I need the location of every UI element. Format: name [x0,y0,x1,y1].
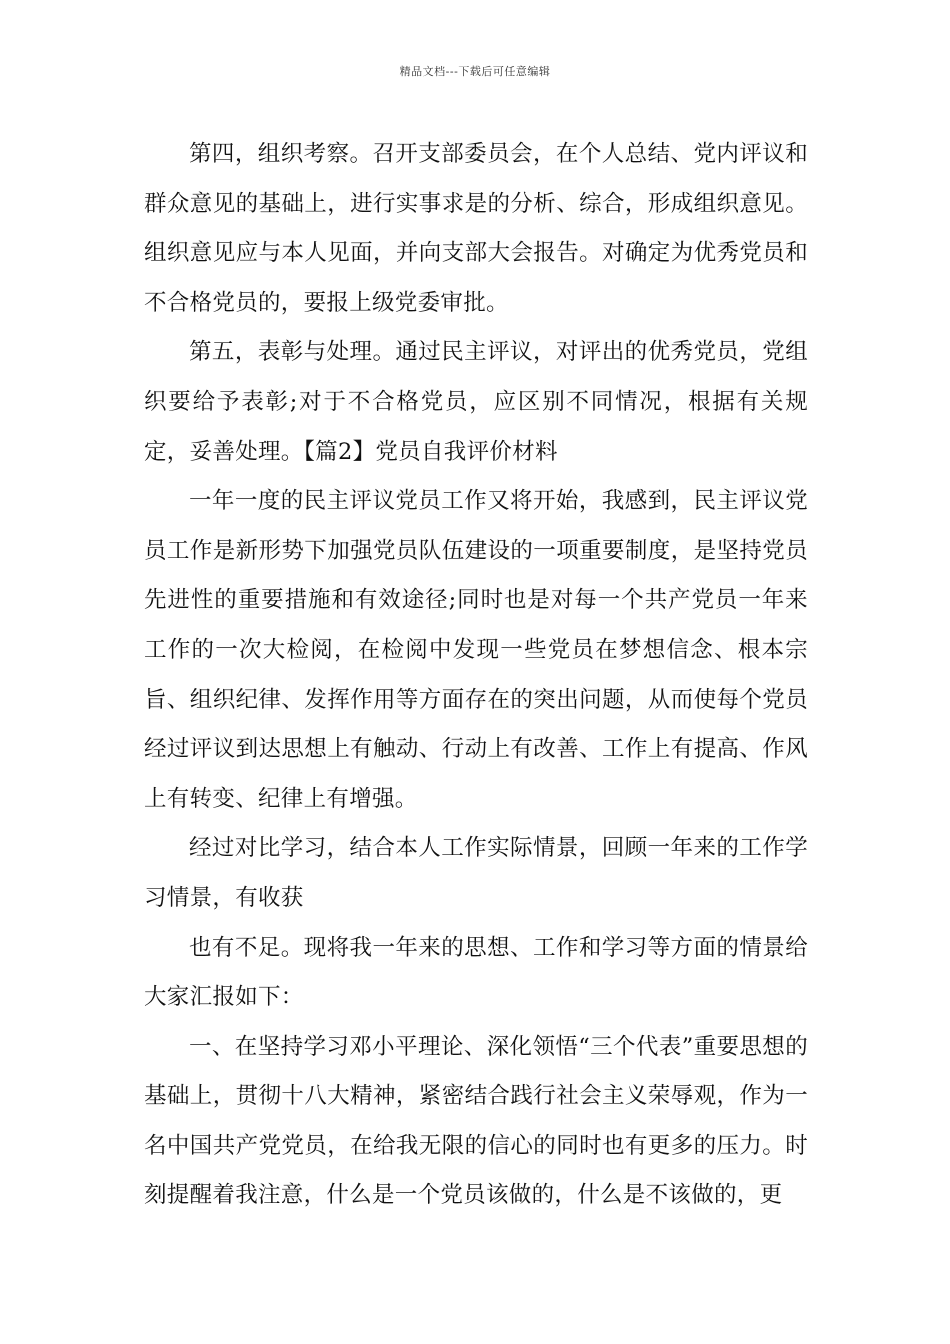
paragraph-5th-step: 第五，表彰与处理。通过民主评议，对评出的优秀党员，党组织要给予表彰;对于不合格党员，应区别不同情况，根据有关规定，妥善处理。【篇2】党员自我评价材料 [144,339,808,465]
paragraph-review-summary: 经过对比学习，结合本人工作实际情景，回顾一年来的工作学习情景，有收获 [144,835,808,911]
paragraph-4th-step: 第四，组织考察。召开支部委员会，在个人总结、党内评议和群众意见的基础上，进行实事求是的分析、综合，形成组织意见。组织意见应与本人见面，并向支部大会报告。对确定为优秀党员和不合格党员的，要报上级党委审批。 [144,141,808,316]
paragraph-report-intro: 也有不足。现将我一年来的思想、工作和学习等方面的情景给大家汇报如下： [144,934,808,1011]
document-body [144,130,808,1221]
page-header: 精品文档---下载后可任意编辑 [399,65,551,78]
paragraph-self-review-intro: 一年一度的民主评议党员工作又将开始，我感到，民主评议党员工作是新形势下加强党员队伍建设的一项重要制度，是坚持党员先进性的重要措施和有效途径;同时也是对每一个共产党员一年来工作的一次大检阅，在检阅中发现一些党员在梦想信念、根本宗旨、组织纪律、发挥作用等方面存在的突出问题，从而使每个党员经过评议到达思想上有触动、行动上有改善、工作上有提高、作风上有转变、纪律上有增强。 [144,488,808,812]
paragraph-section-one: 一、在坚持学习邓小平理论、深化领悟“三个代表”重要思想的基础上，贯彻十八大精神，紧密结合践行社会主义荣辱观，作为一名中国共产党党员，在给我无限的信心的同时也有更多的压力。时刻提醒着我注意，什么是一个党员该做的，什么是不该做的，更 [144,1033,808,1209]
